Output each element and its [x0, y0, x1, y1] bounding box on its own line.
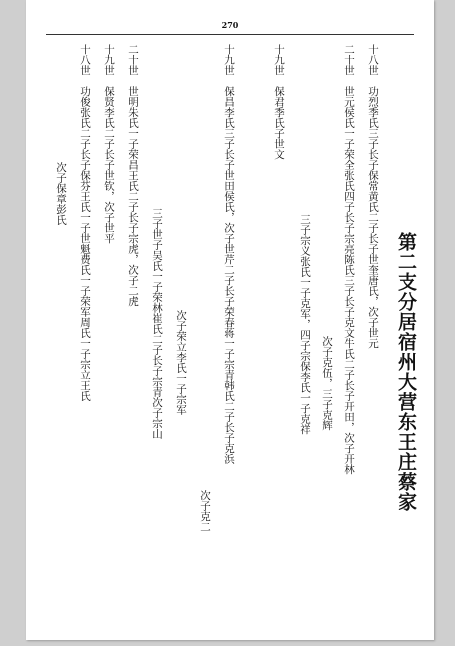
genealogy-column: 十八世 功俊张氏二子长子保芬王氏一子世魁费氏一子荣军周氏一子宗立王氏 [79, 44, 91, 401]
genealogy-column: 三子世子吴氏一子荣林崔氏二子长子宗青次子宗山 [151, 208, 163, 439]
genealogy-column: 二十世 世元侯氏一子荣全张氏四子长子宗亮陈氏三子长子克文牛氏二子长子开田，次子开林 [343, 44, 355, 475]
genealogy-column: 三子宗义张氏一子克军，四子宗保李氏一子克祥 [299, 214, 311, 435]
genealogy-column: 十九世 保昌李氏三子长子世田侯氏，次子世芹二子长子荣春蒋一子宗青韩氏二子长子克浜 [223, 44, 235, 464]
genealogy-title: 第二支分居宿州大营东王庄蔡家 [395, 232, 417, 512]
genealogy-column: 次子克伍，三子克辉 [321, 336, 333, 431]
page-number: 270 [221, 20, 239, 30]
genealogy-column: 二十世 世明朱氏一子荣昌王氏二子长子宗虎，次子二虎 [127, 44, 139, 307]
genealogy-column: 次子保章彭氏 [55, 162, 67, 225]
genealogy-column: 次子克二 [199, 490, 211, 532]
genealogy-column: 十九世 保君季氏子世文 [273, 44, 285, 160]
genealogy-column: 十九世 保贤李氏二子长子世钦，次子世平 [103, 44, 115, 244]
document-page [26, 0, 434, 640]
genealogy-column: 次子荣立李氏一子宗军 [175, 310, 187, 415]
genealogy-column: 十八世 功烈季氏三子长子保常黄氏二子长子世奎唐氏，次子世元 [367, 44, 379, 349]
header-rule [46, 34, 414, 35]
